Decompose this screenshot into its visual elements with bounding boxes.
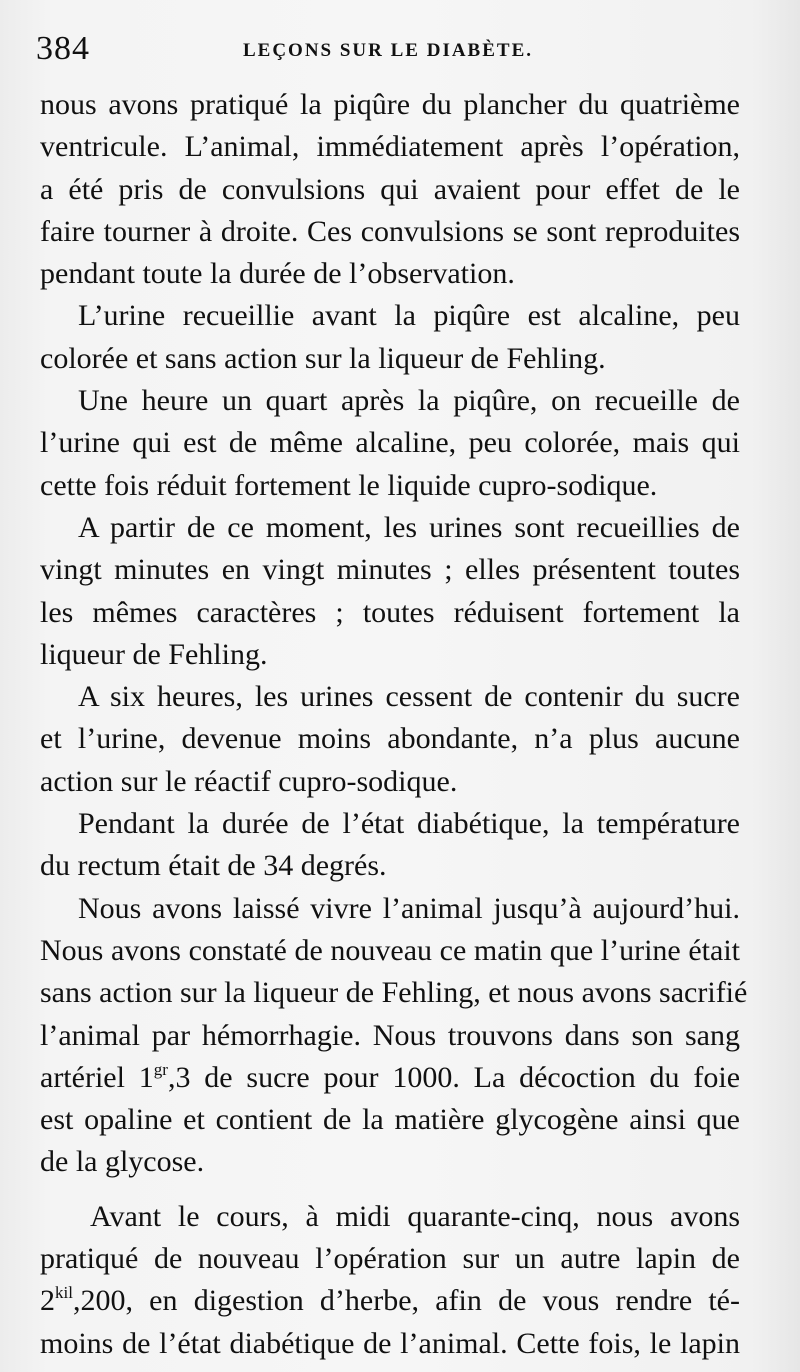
text-line: et l’urine, devenue moins abondante, n’a plus aucune — [40, 722, 740, 756]
text-line: Avant le cours, à midi quarante-cinq, nous avons — [90, 1199, 740, 1233]
text-line: ventricule. L’animal, immédiatement après l’opération, — [40, 130, 740, 164]
text-line: Une heure un quart après la piqûre, on recueille de — [78, 384, 740, 418]
unit-superscript: gr — [153, 1059, 168, 1079]
page-number: 384 — [36, 30, 90, 67]
text-line: Nous avons laissé vivre l’animal jusqu’à aujourd’hui. — [78, 891, 740, 925]
text-line: action sur le réactif cupro-sodique. — [40, 764, 458, 798]
text-line: l’urine qui est de même alcaline, peu colorée, mais qui — [40, 426, 740, 460]
text-line: vingt minutes en vingt minutes ; elles présentent toutes — [40, 553, 740, 587]
unit-superscript: kil — [55, 1283, 73, 1303]
body-text — [40, 84, 748, 1365]
text-line: pendant toute la durée de l’observation. — [40, 257, 515, 291]
text-fragment: ,3 de sucre pour 1000. La décoction du foie — [167, 1060, 741, 1094]
running-title: LEÇONS SUR LE DIABÈTE. — [242, 40, 534, 61]
text-line: Nous avons constaté de nouveau ce matin que l’urine était — [40, 933, 740, 967]
text-line: Pendant la durée de l’état diabétique, la température — [78, 807, 740, 841]
text-line: nous avons pratiqué la piqûre du plancher du quatrième — [40, 88, 740, 121]
text-line: colorée et sans action sur la liqueur de Fehling. — [40, 341, 606, 375]
text-fragment: ,200, en digestion d’herbe, afin de vous rendre té- — [72, 1284, 740, 1318]
text-line: du rectum était de 34 degrés. — [40, 849, 387, 883]
text-line: de la glycose. — [40, 1145, 205, 1179]
text-line: moins de l’état diabétique de l’animal. Cette fois, le lapin — [40, 1326, 740, 1360]
text-line: est opaline et contient de la matière glycogène ainsi que — [40, 1103, 740, 1137]
text-line: liqueur de Fehling. — [40, 637, 268, 671]
text-line — [40, 1280, 740, 1322]
text-fragment: 2 — [40, 1284, 55, 1318]
text-line: a été pris de convulsions qui avaient pour effet de le — [40, 172, 740, 206]
text-line: A partir de ce moment, les urines sont recueillies de — [78, 510, 740, 544]
text-line: A six heures, les urines cessent de contenir du sucre — [78, 680, 740, 714]
text-line: les mêmes caractères ; toutes réduisent fortement la — [40, 595, 740, 629]
text-line: sans action sur la liqueur de Fehling, et nous avons sacrifié — [40, 976, 748, 1010]
text-line: L’urine recueillie avant la piqûre est alcaline, peu — [78, 299, 740, 333]
text-line: pratiqué de nouveau l’opération sur un autre lapin de — [40, 1242, 740, 1276]
text-line — [40, 1057, 740, 1099]
text-line: faire tourner à droite. Ces convulsions se sont reproduites — [40, 214, 740, 248]
text-fragment: artériel 1 — [40, 1060, 154, 1094]
text-line: l’animal par hémorrhagie. Nous trouvons dans son sang — [40, 1018, 740, 1052]
page-header — [36, 30, 740, 74]
text-line: cette fois réduit fortement le liquide cupro-sodique. — [40, 468, 658, 502]
